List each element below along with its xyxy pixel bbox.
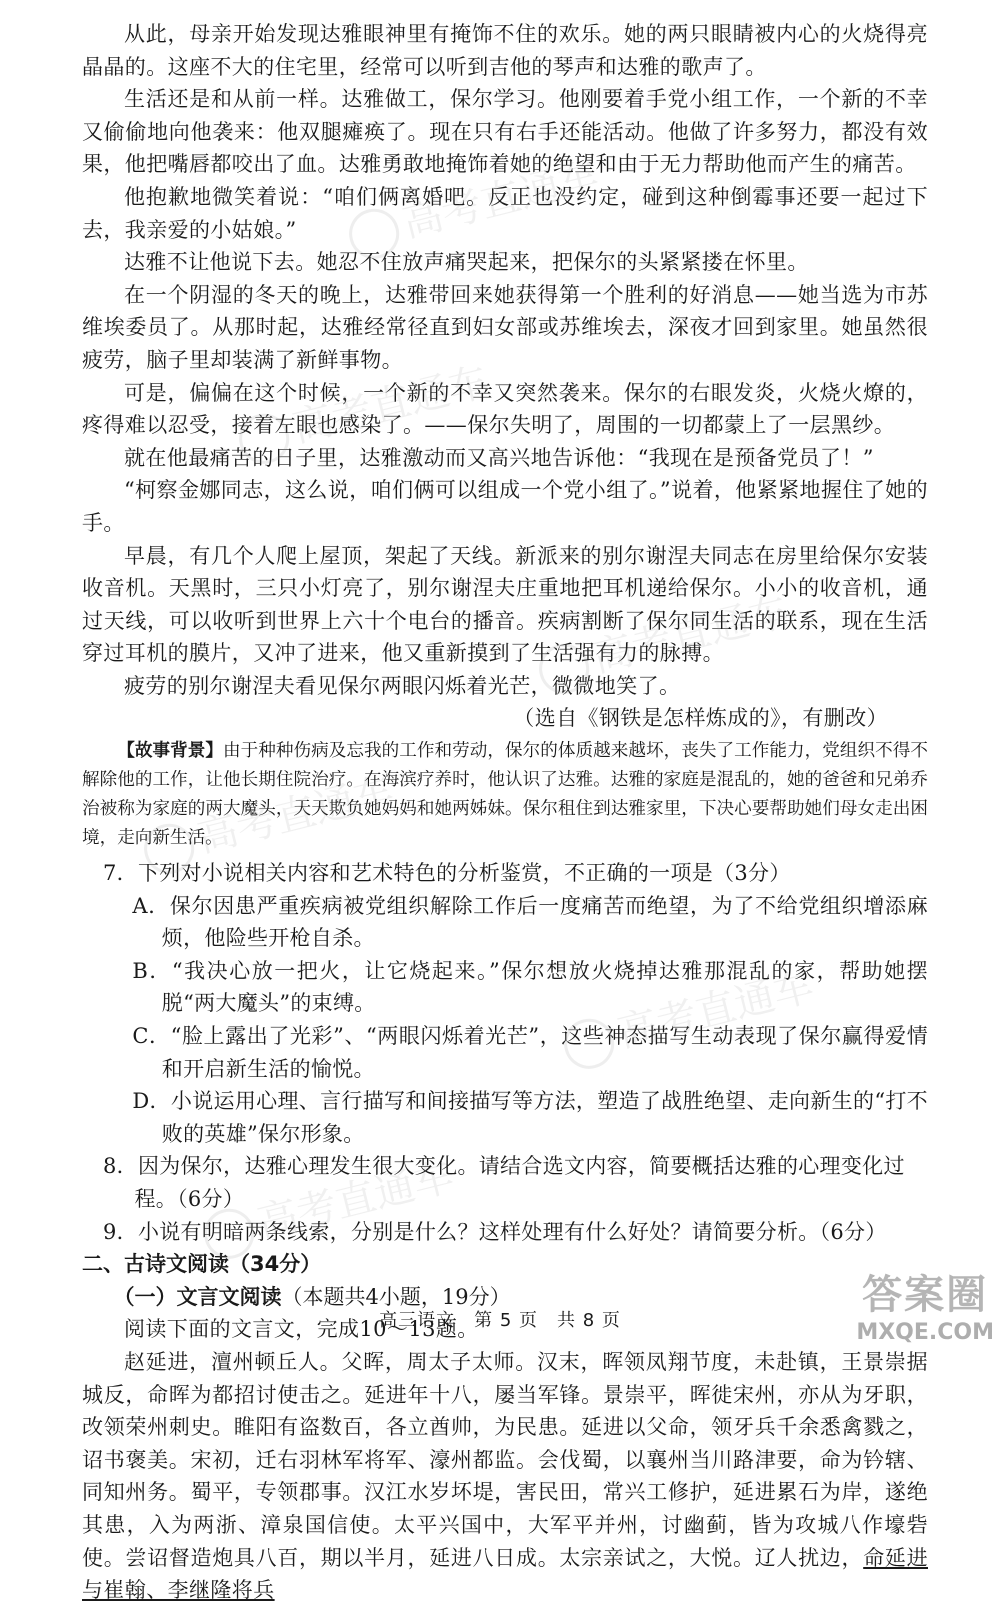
question-8: 8．因为保尔，达雅心理发生很大变化。请结合选文内容，简要概括达雅的心理变化过程。（6分） [103,1154,905,1211]
watermark-text: 高考直通车 [193,768,399,862]
watermark-text: 高考直通车 [398,153,604,247]
passage-paragraph: 在一个阴湿的冬天的晚上，达雅带回来她获得第一个胜利的好消息——她当选为市苏维埃委员了。从那时起，达雅经常径直到妇女部或苏维埃去，深夜才回到家里。她虽然很疲劳，脑子里却装满了新鲜事物。 [82,282,928,372]
source-note: （选自《钢铁是怎样炼成的》，有删改） [513,706,888,731]
option-a: A．保尔因患严重疾病被党组织解除工作后一度痛苦而绝望，为了不给党组织增添麻烦，他险些开枪自杀。 [132,893,928,951]
passage-paragraph: 从此，母亲开始发现达雅眼神里有掩饰不住的欢乐。她的两只眼睛被内心的火烧得亮晶晶的。这座不大的住宅里，经常可以听到吉他的琴声和达雅的歌声了。 [82,22,928,79]
question-stem: 7．下列对小说相关内容和艺术特色的分析鉴赏，不正确的一项是（3分） [103,861,791,886]
passage-paragraph: “柯察金娜同志，这么说，咱们俩可以组成一个党小组了。”说着，他紧紧地握住了她的手。 [82,478,928,535]
question-7 [82,857,928,1150]
classical-text-underlined: 命延进与崔翰、李继隆将兵 [82,1545,928,1603]
watermark-text: 高考直通车 [253,1153,459,1247]
instruction: 阅读下面的文言文，完成10～13题。 [124,1317,479,1342]
watermark-text: 高考直通车 [288,358,494,452]
corner-logo-url: MXQE.COM [856,1320,994,1345]
background-label: 【故事背景】 [117,741,223,762]
classical-text-main: 赵延进，澶州顿丘人。父晖，周太子太师。汉末，晖领凤翔节度，未赴镇，王景崇据城反，命晖为都招讨使击之。延进年十八，屡当军锋。景崇平，晖徙宋州，亦从为牙职，改领荣州刺史。睢阳有盗数百，各立酋帅，为民患。延进以父命，领牙兵千余悉禽戮之，诏书褒美。宋初，迁右羽林军将军、濠州都监。会伐蜀，以襄州当川路津要，命为钤辖、同知州务。蜀平，专领郡事。汉江水岁坏堤，害民田，常兴工修护，延进累石为岸，遂绝其患，入为两浙、漳泉国信使。太平兴国中，大军平并州，讨幽蓟，皆为攻城八作壕砦使。尝诏督造炮具八百，期以半月，延进八日成。太宗亲试之，大悦。辽人扰边， [82,1349,928,1570]
question-9: 9．小说有明暗两条线索，分别是什么？这样处理有什么好处？请简要分析。（6分） [103,1219,887,1244]
watermark-text: 高考直通车 [588,588,794,682]
corner-logo-title: 答案圈 [862,1272,989,1318]
passage-paragraph: 他抱歉地微笑着说：“咱们俩离婚吧。反正也没约定，碰到这种倒霉事还要一起过下去，我亲爱的小姑娘。” [82,184,928,242]
section-heading: 二、古诗文阅读（34分） [82,1252,322,1277]
passage-paragraph: 达雅不让他说下去。她忍不住放声痛哭起来，把保尔的头紧紧搂在怀里。 [124,250,809,275]
option-c: C．“脸上露出了光彩”、“两眼闪烁着光芒”，这些神态描写生动表现了保尔赢得爱情和开启新生活的愉悦。 [132,1024,928,1081]
watermark-text: 高考直通车 [613,963,819,1057]
subsection-title: （一）文言文阅读 [113,1284,282,1309]
option-d: D．小说运用心理、言行描写和间接描写等方法，塑造了战胜绝望、走向新生的“打不败的英雄”保尔形象。 [132,1089,928,1146]
classical-text [82,1346,928,1607]
passage-paragraph: 就在他最痛苦的日子里，达雅激动而又高兴地告诉他：“我现在是预备党员了！” [124,445,874,470]
story-background [82,737,928,853]
passage-paragraph: 可是，偏偏在这个时候，一个新的不幸又突然袭来。保尔的右眼发炎，火烧火燎的，疼得难以忍受，接着左眼也感染了。——保尔失明了，周围的一切都蒙上了一层黑纱。 [82,380,928,438]
background-text: 由于种种伤病及忘我的工作和劳动，保尔的体质越来越坏，丧失了工作能力，党组织不得不解除他的工作，让他长期住院治疗。在海滨疗养时，他认识了达雅。达雅的家庭是混乱的，她的爸爸和兄弟乔治被称为家庭的两大魔头，天天欺负她妈妈和她两姊妹。保尔租住到达雅家里，下决心要帮助她们母女走出困境，走向新生活。 [82,741,928,849]
passage [82,18,928,735]
passage-paragraph: 疲劳的别尔谢涅夫看见保尔两眼闪烁着光芒，微微地笑了。 [124,673,681,698]
passage-paragraph: 生活还是和从前一样。达雅做工，保尔学习。他刚要着手党小组工作，一个新的不幸又偷偷地向他袭来：他双腿瘫痪了。现在只有右手还能活动。他做了许多努力，都没有效果，他把嘴唇都咬出了血。达雅勇敢地掩饰着她的绝望和由于无力帮助他而产生的痛苦。 [82,87,928,177]
page-footer: 高三语文 第 5 页 共 8 页 [379,1310,621,1331]
option-b: B．“我决心放一把火，让它烧起来。”保尔想放火烧掉达雅那混乱的家，帮助她摆脱“两大魔头”的束缚。 [132,958,928,1016]
corner-logo [856,1263,994,1345]
passage-paragraph: 早晨，有几个人爬上屋顶，架起了天线。新派来的别尔谢涅夫同志在房里给保尔安装收音机。天黑时，三只小灯亮了，别尔谢涅夫庄重地把耳机递给保尔。小小的收音机，通过天线，可以收听到世界上六十个电台的播音。疾病割断了保尔同生活的联系，现在生活穿过耳机的膜片，又冲了进来，他又重新摸到了生活强有力的脉搏。 [82,543,928,666]
subsection-note: （本题共4小题，19分） [281,1284,511,1309]
